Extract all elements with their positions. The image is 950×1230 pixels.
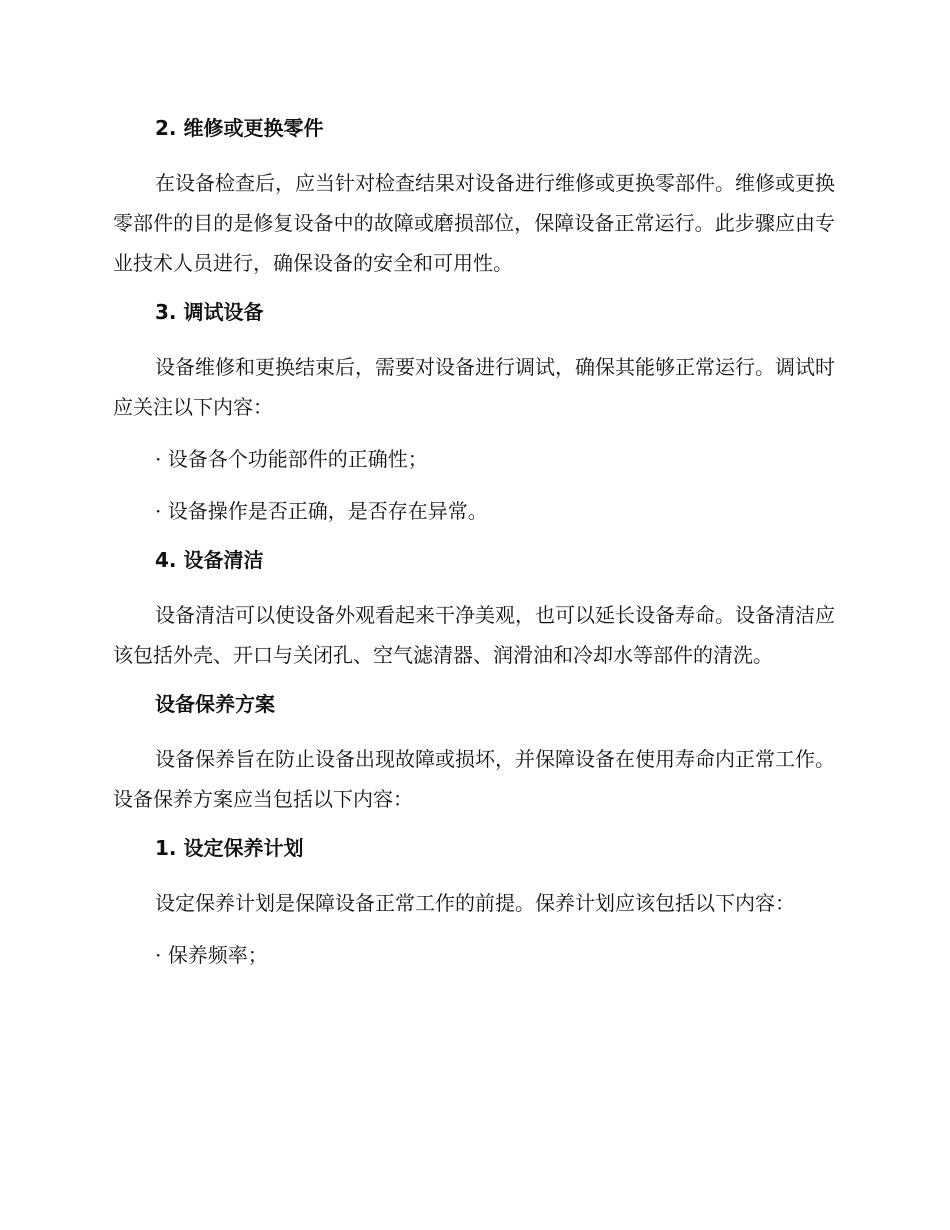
section-heading-debug: 3. 调试设备 <box>155 300 264 324</box>
paragraph-cleaning: 设备清洁可以使设备外观看起来干净美观，也可以延长设备寿命。设备清洁应该包括外壳、开口与关闭孔、空气滤清器、润滑油和冷却水等部件的清洗。 <box>113 603 835 667</box>
bullet-item: · 保养频率； <box>155 943 268 967</box>
section-heading-repair: 2. 维修或更换零件 <box>155 116 324 140</box>
paragraph-debug: 设备维修和更换结束后，需要对设备进行调试，确保其能够正常运行。调试时应关注以下内容： <box>113 355 835 419</box>
section-heading-maintenance-plan: 设备保养方案 <box>155 692 275 716</box>
document-body <box>113 111 835 987</box>
bullet-item: · 设备操作是否正确，是否存在异常。 <box>155 499 488 523</box>
paragraph-schedule: 设定保养计划是保障设备正常工作的前提。保养计划应该包括以下内容： <box>155 891 795 915</box>
section-heading-schedule: 1. 设定保养计划 <box>155 836 304 860</box>
bullet-item: · 设备各个功能部件的正确性； <box>155 447 428 471</box>
section-heading-cleaning: 4. 设备清洁 <box>155 548 264 572</box>
paragraph-maintenance-plan: 设备保养旨在防止设备出现故障或损坏，并保障设备在使用寿命内正常工作。设备保养方案应当包括以下内容： <box>113 747 835 811</box>
paragraph-repair: 在设备检查后，应当针对检查结果对设备进行维修或更换零部件。维修或更换零部件的目的是修复设备中的故障或磨损部位，保障设备正常运行。此步骤应由专业技术人员进行，确保设备的安全和可用性。 <box>113 171 835 275</box>
